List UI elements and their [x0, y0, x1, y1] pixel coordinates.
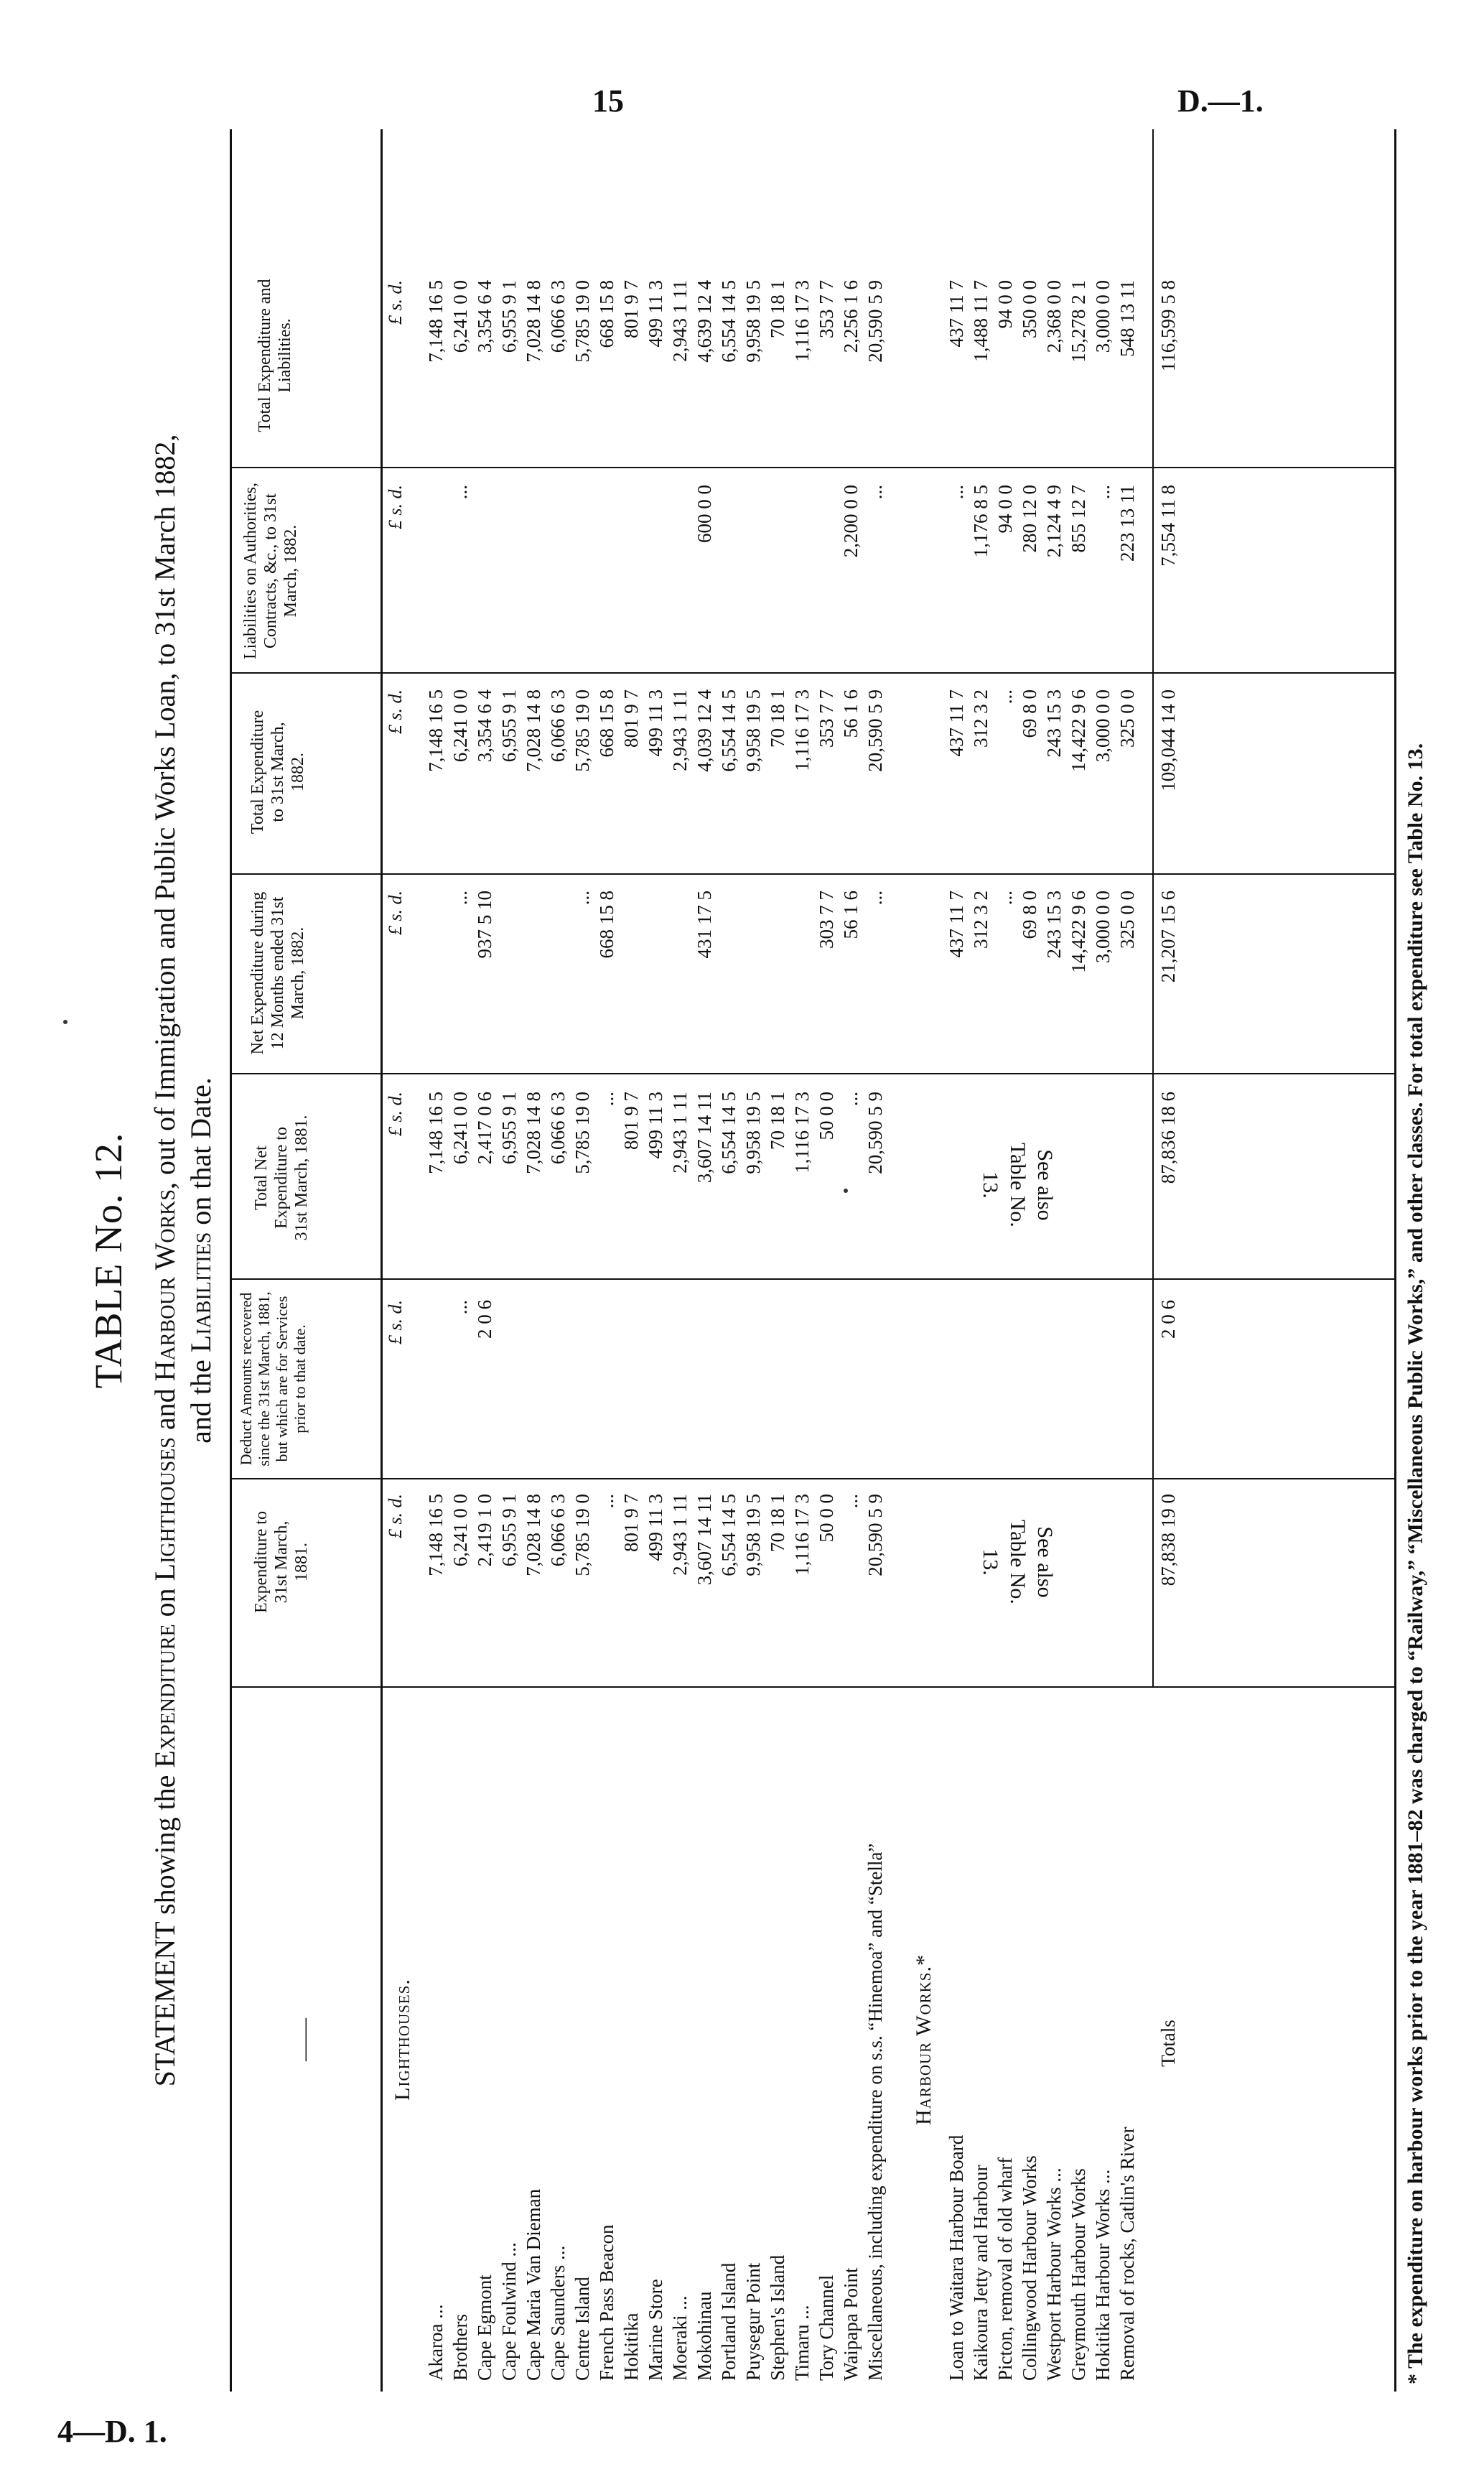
- row-value-col-3: 7,148 16 5: [425, 1092, 447, 1174]
- row-value-col-5: 4,039 12 4: [694, 689, 715, 772]
- row-value-col-2: 2 0 6: [474, 1300, 495, 1339]
- table-row: [1042, 129, 1066, 2392]
- table-row: [594, 129, 619, 2392]
- row-value-col-7: 548 13 11: [1116, 280, 1138, 357]
- row-value-col-3: 499 11 3: [645, 1092, 666, 1159]
- row-value-col-5: 3,000 0 0: [1092, 689, 1114, 763]
- row-value-col-6: 280 12 0: [1019, 485, 1040, 553]
- header-item: ——: [292, 2018, 316, 2061]
- table-row: [839, 129, 863, 2392]
- row-value-col-7: 6,066 6 3: [547, 280, 569, 353]
- row-value-col-5: 6,066 6 3: [547, 689, 569, 763]
- row-value-col-1: 6,066 6 3: [547, 1494, 569, 1567]
- row-label: Picton, removal of old wharf: [994, 2157, 1016, 2381]
- row-value-col-1: 7,148 16 5: [425, 1494, 447, 1576]
- row-label: Mokohinau: [694, 2291, 715, 2381]
- row-label: Removal of rocks, Catlin's River: [1116, 2127, 1138, 2381]
- table-row: [814, 129, 839, 2392]
- table-row: [497, 129, 521, 2392]
- row-value-col-7: 94 0 0: [994, 280, 1016, 329]
- row-value-col-3: 2,943 1 11: [669, 1092, 691, 1174]
- row-value-col-3: 1,116 17 3: [791, 1092, 813, 1174]
- row-value-col-7: 9,958 19 5: [742, 280, 764, 363]
- row-value-col-1: ...: [596, 1494, 617, 1509]
- row-value-col-1: 9,958 19 5: [742, 1494, 764, 1576]
- row-value-col-1: 6,955 9 1: [498, 1494, 520, 1567]
- row-value-col-7: 350 0 0: [1019, 280, 1040, 338]
- lsd-header-3: £ s. d.: [385, 1092, 406, 1137]
- table-statement: [147, 115, 219, 2406]
- row-value-col-1: ...: [840, 1494, 862, 1509]
- row-value-col-7: 7,028 14 8: [523, 280, 544, 363]
- row-value-col-7: 20,590 5 9: [864, 280, 886, 363]
- row-value-col-6: 94 0 0: [994, 485, 1016, 534]
- row-label: Westport Harbour Works ...: [1043, 2167, 1065, 2381]
- row-value-col-5: 69 8 0: [1019, 689, 1040, 738]
- header-net-1881: Total Net Expenditure to 31st March, 1881.: [252, 1115, 311, 1241]
- row-value-col-7: 2,368 0 0: [1043, 280, 1065, 353]
- row-value-col-6: ...: [449, 485, 471, 500]
- statement-suffix: , out of Immigration and Public Works Loan, to 31st March 1882,: [149, 434, 181, 1190]
- table-row: [448, 129, 472, 2392]
- row-value-col-7: 2,256 1 6: [840, 280, 862, 353]
- statement-expenditure: Expenditure: [149, 1624, 181, 1768]
- table-row: [765, 129, 790, 2392]
- row-value-col-7: 801 9 7: [620, 280, 642, 338]
- table-row: [643, 129, 668, 2392]
- row-label: Cape Egmont: [474, 2274, 495, 2381]
- row-value-col-3: 2,417 0 6: [474, 1092, 495, 1165]
- row-value-col-5: 312 3 2: [970, 689, 991, 748]
- row-label: Tory Channel: [816, 2274, 837, 2381]
- totals-rule: [1152, 129, 1154, 1688]
- row-label: Centre Island: [571, 2277, 593, 2381]
- row-value-col-4: 937 5 10: [474, 891, 495, 959]
- row-value-col-7: 6,241 0 0: [449, 280, 471, 353]
- row-value-col-7: 4,639 12 4: [694, 280, 715, 363]
- row-value-col-4: 243 15 3: [1043, 891, 1065, 959]
- table-row: [546, 129, 570, 2392]
- row-label: Collingwood Harbour Works: [1019, 2155, 1040, 2381]
- row-value-col-4: 325 0 0: [1116, 891, 1138, 949]
- row-value-col-5: 7,148 16 5: [425, 689, 447, 772]
- row-value-col-3: 6,066 6 3: [547, 1092, 569, 1165]
- totals-label: Totals: [1157, 2020, 1179, 2067]
- table-row: [1066, 129, 1091, 2392]
- row-value-col-7: 353 7 7: [816, 280, 837, 338]
- row-value-col-5: 7,028 14 8: [523, 689, 544, 772]
- row-value-col-5: 20,590 5 9: [864, 689, 886, 772]
- lsd-header-4: £ s. d.: [385, 891, 406, 936]
- row-value-col-7: 70 18 1: [767, 280, 788, 338]
- row-label: Hokitika Harbour Works ...: [1092, 2169, 1114, 2381]
- rotated-table-sheet: [86, 115, 1450, 2406]
- row-value-col-5: 70 18 1: [767, 689, 788, 748]
- row-value-col-6: 223 13 11: [1116, 485, 1138, 562]
- row-label: Cape Saunders ...: [547, 2245, 569, 2381]
- row-value-col-5: 2,943 1 11: [669, 689, 691, 771]
- row-value-col-1: 7,028 14 8: [523, 1494, 544, 1576]
- statement-lighthouses: Lighthouses: [149, 1437, 181, 1581]
- header-total-1882: Total Expenditure to 31st March, 1882.: [248, 710, 307, 835]
- row-label: Cape Foulwind ...: [498, 2242, 520, 2381]
- row-value-col-5: 243 15 3: [1043, 689, 1065, 758]
- row-label: Brothers: [449, 2314, 471, 2381]
- totals-value-col-4: 21,207 15 6: [1157, 891, 1179, 983]
- row-value-col-1: 6,241 0 0: [449, 1494, 471, 1567]
- row-value-col-6: 2,200 0 0: [840, 485, 862, 558]
- totals-value-col-7: 116,599 5 8: [1157, 280, 1179, 372]
- row-value-col-6: ...: [946, 485, 967, 500]
- table-row: [424, 129, 448, 2392]
- statement-line2-suffix: on that Date.: [185, 1077, 217, 1225]
- table-row: [717, 129, 741, 2392]
- row-value-col-4: 668 15 8: [596, 891, 617, 959]
- row-value-col-3: 6,955 9 1: [498, 1092, 520, 1165]
- table-row: [570, 129, 594, 2392]
- row-value-col-3: 70 18 1: [767, 1092, 788, 1150]
- header-expenditure-1881: Expenditure to 31st March, 1881.: [252, 1511, 311, 1613]
- table-title: TABLE No. 12.: [87, 1132, 130, 1389]
- row-value-col-4: ...: [571, 891, 593, 906]
- row-value-col-4: 3,000 0 0: [1092, 891, 1114, 964]
- row-value-col-5: ...: [994, 689, 1016, 705]
- table-row: [741, 129, 765, 2392]
- totals-values: [1156, 129, 1180, 2392]
- row-value-col-2: ...: [449, 1300, 471, 1315]
- row-value-col-7: 437 11 7: [946, 280, 967, 348]
- lsd-header-1: £ s. d.: [385, 1494, 406, 1539]
- row-value-col-5: 3,354 6 4: [474, 689, 495, 763]
- document-reference-bottom: 4—D. 1.: [57, 2414, 167, 2449]
- table-header-rule: [381, 129, 383, 2392]
- totals-value-col-3: 87,836 18 6: [1157, 1092, 1179, 1184]
- row-label: Hokitika: [620, 2313, 642, 2381]
- row-value-col-5: 6,955 9 1: [498, 689, 520, 763]
- lsd-header-2: £ s. d.: [385, 1300, 406, 1345]
- table-row: [472, 129, 497, 2392]
- row-value-col-3: 20,590 5 9: [864, 1092, 886, 1174]
- row-value-col-7: 6,955 9 1: [498, 280, 520, 353]
- section-lighthouses: Lighthouses.: [391, 1979, 414, 2101]
- totals-value-col-6: 7,554 11 8: [1157, 485, 1179, 567]
- row-value-col-5: 499 11 3: [645, 689, 666, 757]
- row-value-col-4: 431 17 5: [694, 891, 715, 959]
- row-value-col-3: ...: [596, 1092, 617, 1107]
- row-value-col-1: 2,419 1 0: [474, 1494, 495, 1567]
- footnote: * The expenditure on harbour works prior to the year 1881–82 was charged to “Railway,” “Miscellaneous Public Works,” and other classes. For total expenditure see Table No. 13.: [1404, 743, 1427, 2384]
- table-row: [692, 129, 717, 2392]
- row-value-col-6: ...: [864, 485, 886, 500]
- row-value-col-7: 5,785 19 0: [571, 280, 593, 363]
- statement-line2-prefix: and the: [185, 1360, 217, 1444]
- row-value-col-3: 9,958 19 5: [742, 1092, 764, 1174]
- row-value-col-3: 50 0 0: [816, 1092, 837, 1140]
- statement-harbour-works: Harbour Works: [149, 1189, 181, 1382]
- row-value-col-7: 3,000 0 0: [1092, 280, 1114, 353]
- row-value-col-4: 14,422 9 6: [1068, 891, 1089, 973]
- row-label: Stephen's Island: [767, 2254, 788, 2381]
- row-label: Kaikoura Jetty and Harbour: [970, 2165, 991, 2381]
- row-value-col-6: ...: [1092, 485, 1114, 500]
- row-value-col-5: 5,785 19 0: [571, 689, 593, 772]
- row-value-col-5: 801 9 7: [620, 689, 642, 748]
- row-value-col-5: 9,958 19 5: [742, 689, 764, 772]
- statement-and: and: [149, 1388, 181, 1431]
- table-row: [969, 129, 993, 2392]
- header-total-exp-liab: Total Expenditure and Liabilities.: [256, 279, 294, 432]
- table-row: [1091, 129, 1115, 2392]
- see-also-note: See also Table No. 13.: [979, 1143, 1057, 1227]
- row-value-col-5: 14,422 9 6: [1068, 689, 1089, 772]
- row-value-col-7: 668 15 8: [596, 280, 617, 348]
- table-bottom-rule: [1394, 129, 1396, 2392]
- lsd-header-7: £ s. d.: [385, 280, 406, 325]
- row-value-col-4: 437 11 7: [946, 891, 967, 958]
- section-harbour-works: Harbour Works.*: [912, 1954, 935, 2125]
- row-value-col-4: 303 7 7: [816, 891, 837, 949]
- row-value-col-5: 56 1 6: [840, 689, 862, 738]
- row-value-col-1: 1,116 17 3: [791, 1494, 813, 1576]
- row-label: French Pass Beacon: [596, 2224, 617, 2381]
- lsd-header-6: £ s. d.: [385, 485, 406, 530]
- row-value-col-7: 3,354 6 4: [474, 280, 495, 353]
- lsd-header-5: £ s. d.: [385, 689, 406, 735]
- table-row: [668, 129, 692, 2392]
- row-label: Loan to Waitara Harbour Board: [946, 2134, 967, 2381]
- totals-value-col-1: 87,838 19 0: [1157, 1494, 1179, 1586]
- row-label: Miscellaneous, including expenditure on s.s. “Hinemoa” and “Stella”: [864, 1843, 886, 2381]
- header-liabilities: Liabilities on Authorities, Contracts, &c., to 31st March, 1882.: [241, 483, 300, 659]
- scan-speck: [63, 1020, 67, 1024]
- row-value-col-5: 6,241 0 0: [449, 689, 471, 763]
- statement-liabilities: Liabilities: [185, 1232, 217, 1353]
- row-label: Portland Island: [718, 2262, 739, 2381]
- row-value-col-3: 6,554 14 5: [718, 1092, 739, 1174]
- table-row: [863, 129, 887, 2392]
- row-value-col-5: 353 7 7: [816, 689, 837, 748]
- row-value-col-7: 15,278 2 1: [1068, 280, 1089, 363]
- row-value-col-3: 7,028 14 8: [523, 1092, 544, 1174]
- row-value-col-5: 6,554 14 5: [718, 689, 739, 772]
- row-value-col-5: 668 15 8: [596, 689, 617, 758]
- row-value-col-3: 3,607 14 11: [694, 1092, 715, 1184]
- row-value-col-7: 2,943 1 11: [669, 280, 691, 362]
- row-label: Greymouth Harbour Works: [1068, 2168, 1089, 2381]
- row-value-col-1: 499 11 3: [645, 1494, 666, 1561]
- statement-prefix: STATEMENT showing the: [149, 1775, 181, 2087]
- row-value-col-1: 3,607 14 11: [694, 1494, 715, 1586]
- table-row: [993, 129, 1017, 2392]
- table-row: [944, 129, 969, 2392]
- row-value-col-1: 50 0 0: [816, 1494, 837, 1543]
- row-value-col-4: 69 8 0: [1019, 891, 1040, 939]
- row-value-col-6: 1,176 8 5: [970, 485, 991, 558]
- row-value-col-3: 5,785 19 0: [571, 1092, 593, 1174]
- table-row: [1017, 129, 1042, 2392]
- row-value-col-4: ...: [994, 891, 1016, 906]
- row-value-col-5: 437 11 7: [946, 689, 967, 757]
- row-value-col-4: ...: [449, 891, 471, 906]
- row-value-col-6: 855 12 7: [1068, 485, 1089, 553]
- row-value-col-1: 70 18 1: [767, 1494, 788, 1552]
- row-value-col-4: 56 1 6: [840, 891, 862, 939]
- see-also-note: See also Table No. 13.: [979, 1520, 1057, 1604]
- row-value-col-1: 6,554 14 5: [718, 1494, 739, 1576]
- row-label: Moeraki ...: [669, 2295, 691, 2381]
- totals-value-col-5: 109,044 14 0: [1157, 689, 1179, 791]
- row-value-col-4: ...: [864, 891, 886, 906]
- row-value-col-7: 6,554 14 5: [718, 280, 739, 363]
- row-label: Cape Maria Van Dieman: [523, 2188, 544, 2381]
- row-label: Waipapa Point: [840, 2267, 862, 2381]
- table-top-rule: [230, 129, 232, 2392]
- row-value-col-5: 1,116 17 3: [791, 689, 813, 771]
- row-label: Puysegur Point: [742, 2262, 764, 2381]
- row-value-col-7: 1,488 11 7: [970, 280, 991, 362]
- row-value-col-3: 801 9 7: [620, 1092, 642, 1150]
- table-row: [790, 129, 814, 2392]
- row-value-col-7: 7,148 16 5: [425, 280, 447, 363]
- row-value-col-7: 499 11 3: [645, 280, 666, 348]
- row-value-col-5: 325 0 0: [1116, 689, 1138, 748]
- row-value-col-6: 600 0 0: [694, 485, 715, 543]
- document-reference: D.—1.: [1177, 83, 1264, 118]
- row-value-col-6: 2,124 4 9: [1043, 485, 1065, 558]
- row-label: Marine Store: [645, 2279, 666, 2381]
- table-row: [1115, 129, 1139, 2392]
- row-value-col-3: ...: [840, 1092, 862, 1107]
- row-value-col-1: 801 9 7: [620, 1494, 642, 1552]
- statement-on: on: [149, 1588, 181, 1617]
- row-value-col-3: 6,241 0 0: [449, 1092, 471, 1165]
- row-value-col-4: 312 3 2: [970, 891, 991, 949]
- row-label: Timaru ...: [791, 2305, 813, 2381]
- row-value-col-1: 5,785 19 0: [571, 1494, 593, 1576]
- table-row: [521, 129, 546, 2392]
- header-deduct: Deduct Amounts recovered since the 31st March, 1881, but which are for Services prior to that date.: [237, 1291, 309, 1467]
- page-number: 15: [592, 83, 624, 118]
- table-row: [619, 129, 643, 2392]
- totals-value-col-2: 2 0 6: [1157, 1300, 1179, 1339]
- row-label: Akaroa ...: [425, 2304, 447, 2381]
- row-value-col-1: 20,590 5 9: [864, 1494, 886, 1576]
- row-value-col-1: 2,943 1 11: [669, 1494, 691, 1576]
- header-net-during: Net Expenditure during 12 Months ended 31st March, 1882.: [248, 891, 307, 1055]
- row-value-col-7: 1,116 17 3: [791, 280, 813, 362]
